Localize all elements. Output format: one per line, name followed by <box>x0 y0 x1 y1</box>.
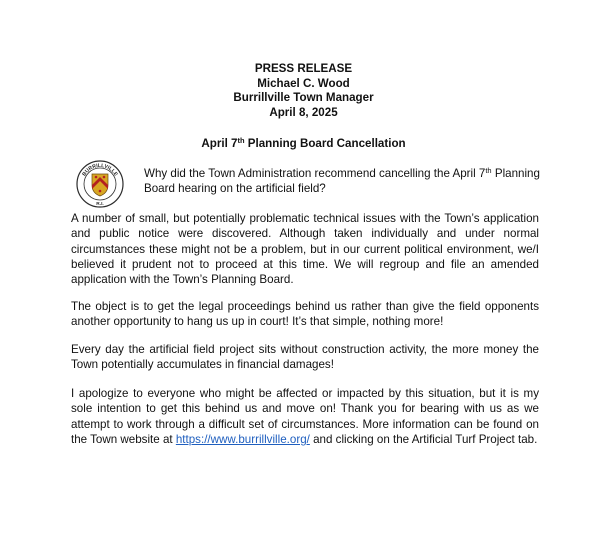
subject-text-end: Planning Board Cancellation <box>244 137 406 150</box>
press-release-label: PRESS RELEASE <box>254 62 353 75</box>
burrillville-town-seal-icon <box>76 160 124 208</box>
author-name: Michael C. Wood <box>257 76 350 90</box>
press-release-header <box>0 62 607 120</box>
paragraph-objective: The object is to get the legal proceedings behind us rather than give the field opponents another opportunity to hang us up in court! It’s that simple, nothing more! <box>71 300 539 329</box>
subject-ordinal-suffix: th <box>237 136 245 145</box>
question-text-end: Planning Board hearing on the artificial field? <box>144 167 540 195</box>
question-text <box>144 166 544 196</box>
question-ordinal-suffix: th <box>485 166 492 175</box>
paragraph-apology <box>71 386 539 447</box>
release-subject <box>0 137 607 150</box>
author-title: Burrillville Town Manager <box>233 91 374 105</box>
seal-graphic <box>76 160 124 208</box>
paragraph-financial-damages: Every day the artificial field project sits without construction activity, the more money the Town potentially accumulates in financial damages! <box>71 343 539 372</box>
release-date: April 8, 2025 <box>269 105 338 119</box>
subject-text-start: April 7 <box>201 137 238 150</box>
seal-top-lettering: BURRILLVILLE <box>81 162 119 178</box>
question-text-start: Why did the Town Administration recommend cancelling the April 7 <box>144 167 486 180</box>
paragraph-technical-issues: A number of small, but potentially problematic technical issues with the Town’s application and public notice were discovered. Although taken individually and under normal circumstances these might not be a problem, but in our current political environment, we/I believed it prudent not to proceed at this time. We will regroup and file an amended application with the Town’s Planning Board. <box>71 212 539 287</box>
seal-bottom-lettering: R.I. <box>96 202 104 207</box>
apology-text: I apologize to everyone who might be affected or impacted by this situation, but it is my sole intention to get this behind us and move on! Thank you for bearing with us as we attempt to work through a difficult set of circumstances. More information can be found on the Town website at <box>71 387 539 446</box>
apology-text-end: and clicking on the Artificial Turf Project tab. <box>309 432 538 446</box>
town-website-link[interactable]: https://www.burrillville.org/ <box>175 432 310 446</box>
